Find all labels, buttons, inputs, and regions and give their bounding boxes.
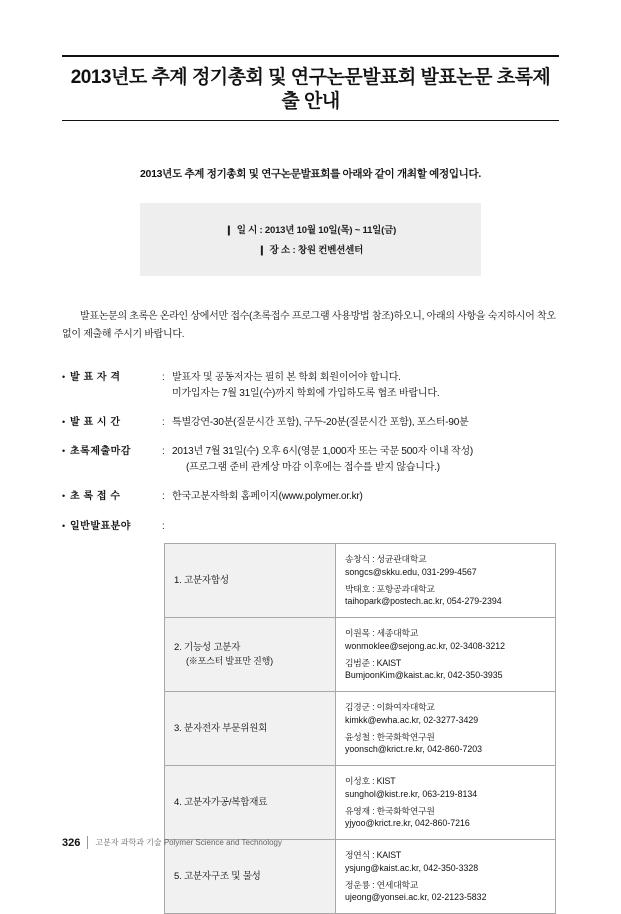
category-name: 4. 고분자가공/복합재료 <box>174 796 268 808</box>
list-item-colon: : <box>162 491 165 503</box>
contact-person <box>345 655 546 685</box>
table-row <box>165 692 556 766</box>
list-item-label: 발 표 자 격 <box>70 371 121 383</box>
event-place-text: 장 소 : 창원 컨벤션센터 <box>269 244 364 256</box>
list-item-fields <box>62 519 559 535</box>
page-footer <box>0 836 621 849</box>
title-bottom-rule <box>62 120 559 121</box>
table-cell-people <box>336 766 556 840</box>
contact-email: songcs@skku.edu, 031-299-4567 <box>345 566 477 577</box>
category-name: 3. 분자전자 부문위원회 <box>174 722 268 734</box>
table-cell-people <box>336 618 556 692</box>
table-row <box>165 544 556 618</box>
bar-glyph-icon: ❙ <box>257 244 266 256</box>
table-row <box>165 766 556 840</box>
list-item <box>62 370 559 402</box>
contact-person <box>345 773 546 803</box>
contact-name: 김범준 : KAIST <box>345 657 402 668</box>
event-info-box <box>140 203 481 276</box>
bullet-icon: • <box>62 371 66 382</box>
contact-email: taihopark@postech.ac.kr, 054-279-2394 <box>345 596 502 607</box>
table-row <box>165 618 556 692</box>
contact-name: 이성호 : KIST <box>345 776 396 787</box>
contact-name: 유영재 : 한국화학연구원 <box>345 805 435 816</box>
list-item <box>62 489 559 505</box>
contact-person <box>345 729 546 759</box>
table-cell-people <box>336 692 556 766</box>
category-name: 1. 고분자합성 <box>174 574 229 586</box>
contact-person <box>345 877 546 907</box>
list-item-label: 초 록 접 수 <box>70 491 121 503</box>
bullet-icon: • <box>62 491 66 502</box>
event-info-date <box>140 219 481 239</box>
list-item-line: 미가입자는 7월 31일(수)까지 학회에 가입하도록 협조 바랍니다. <box>172 387 440 399</box>
bullet-icon: • <box>62 416 66 427</box>
list-item-line: 발표자 및 공동저자는 필히 본 학회 회원이어야 합니다. <box>172 371 401 383</box>
contact-email: kimkk@ewha.ac.kr, 02-3277-3429 <box>345 714 479 725</box>
list-item <box>62 444 559 476</box>
contact-person <box>345 803 546 833</box>
contact-email: yjyoo@krict.re.kr, 042-860-7216 <box>345 818 470 829</box>
list-item-value <box>172 489 559 505</box>
table-cell-category <box>165 692 336 766</box>
footer-journal-name: 고분자 과학과 기술 Polymer Science and Technology <box>95 838 282 847</box>
contact-name: 이원목 : 세종대학교 <box>345 628 419 639</box>
contact-email: wonmoklee@sejong.ac.kr, 02-3408-3212 <box>345 640 506 651</box>
contact-name: 윤성철 : 한국화학연구원 <box>345 731 435 742</box>
list-item-colon: : <box>162 446 165 458</box>
list-item-line: 특별강연-30분(질문시간 포함), 구두-20분(질문시간 포함), 포스터-90분 <box>172 416 469 428</box>
footer-divider <box>87 836 88 849</box>
submission-paragraph-text: 발표논문의 초록은 온라인 상에서만 접수(초록접수 프로그램 사용방법 참조)하오니, 아래의 사항을 숙지하시어 착오 없이 제출해 주시기 바랍니다. <box>62 310 556 340</box>
list-item-line: (프로그램 준비 관계상 마감 이후에는 접수를 받지 않습니다.) <box>186 462 440 474</box>
contact-person <box>345 551 546 581</box>
contact-email: BumjoonKim@kaist.ac.kr, 042-350-3935 <box>345 670 503 681</box>
contact-email: ujeong@yonsei.ac.kr, 02-2123-5832 <box>345 892 487 903</box>
list-item <box>62 415 559 431</box>
table-cell-category <box>165 618 336 692</box>
contact-name: 김경군 : 이화여자대학교 <box>345 702 435 713</box>
intro-text: 2013년도 추계 정기총회 및 연구논문발표회를 아래와 같이 개최할 예정입니다. <box>139 167 481 180</box>
fields-colon: : <box>162 520 165 532</box>
list-item-value <box>172 370 559 402</box>
contacts-table-wrap <box>164 543 559 914</box>
contact-email: ysjung@kaist.ac.kr, 042-350-3328 <box>345 862 479 873</box>
contact-person <box>345 847 546 877</box>
list-item-line: 2013년 7월 31일(수) 오후 6시(영문 1,000자 또는 국문 500자 이내 작성) <box>172 446 474 458</box>
contacts-table <box>164 543 556 914</box>
contact-name: 정연식 : KAIST <box>345 850 402 861</box>
fields-label: 일반발표분야 <box>70 520 131 532</box>
list-item-label: 발 표 시 간 <box>70 416 121 428</box>
category-note: (※포스터 발표만 진행) <box>186 656 273 666</box>
table-cell-category <box>165 766 336 840</box>
page-number: 326 <box>62 836 81 849</box>
table-cell-people <box>336 840 556 914</box>
table-cell-category <box>165 544 336 618</box>
list-item-colon: : <box>162 371 165 383</box>
contact-person <box>345 625 546 655</box>
contact-person <box>345 581 546 611</box>
table-row <box>165 840 556 914</box>
list-item-label: 초록제출마감 <box>70 446 131 458</box>
category-name: 5. 고분자구조 및 물성 <box>174 870 261 882</box>
event-info-place <box>140 239 481 259</box>
document-page <box>0 55 621 903</box>
event-date-text: 일 시 : 2013년 10월 10일(목) ~ 11일(금) <box>236 224 397 236</box>
submission-paragraph <box>62 308 559 344</box>
contact-name: 박태호 : 포항공과대학교 <box>345 583 435 594</box>
table-cell-people <box>336 544 556 618</box>
list-item-line: 한국고분자학회 홈페이지(www.polymer.or.kr) <box>172 491 363 503</box>
guideline-list <box>62 370 559 535</box>
contact-name: 송창식 : 성균관대학교 <box>345 554 427 565</box>
list-item-value <box>172 415 559 431</box>
contact-person <box>345 699 546 729</box>
page-title: 2013년도 추계 정기총회 및 연구논문발표회 발표논문 초록제출 안내 <box>70 67 551 112</box>
contact-name: 정운룡 : 연세대학교 <box>345 879 419 890</box>
contact-email: yoonsch@krict.re.kr, 042-860-7203 <box>345 744 483 755</box>
bullet-icon: • <box>62 446 66 457</box>
contact-email: sunghol@kist.re.kr, 063-219-8134 <box>345 788 478 799</box>
table-cell-category <box>165 840 336 914</box>
list-item-colon: : <box>162 416 165 428</box>
bullet-icon: • <box>62 520 66 531</box>
list-item-value <box>172 444 559 476</box>
category-name: 2. 기능성 고분자 <box>174 641 241 653</box>
bar-glyph-icon: ❙ <box>224 224 233 236</box>
